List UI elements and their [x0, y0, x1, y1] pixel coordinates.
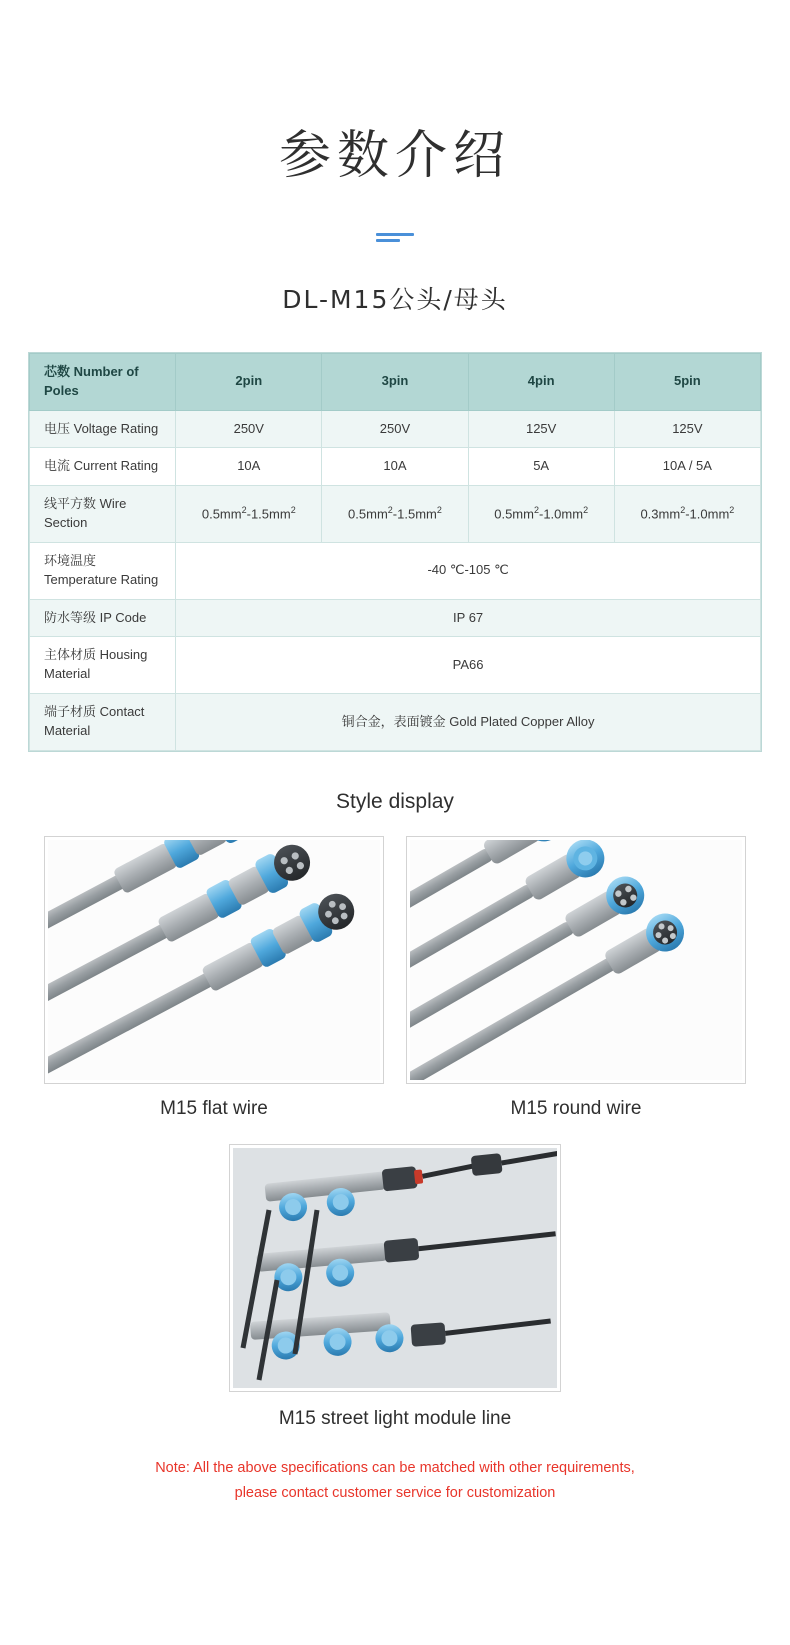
row-label-housing: 主体材质 Housing Material [30, 637, 176, 694]
photo-street-light-module-image [233, 1148, 557, 1388]
street-light-module-illustration [233, 1148, 557, 1388]
cell-current-4pin: 5A [468, 448, 614, 486]
cell-voltage-2pin: 250V [176, 410, 322, 448]
photo-street-light-module [229, 1144, 561, 1392]
photo-round-wire-image [410, 840, 742, 1080]
cell-voltage-5pin: 125V [614, 410, 760, 448]
cell-current-2pin: 10A [176, 448, 322, 486]
cell-ip-code-all: IP 67 [176, 599, 761, 637]
customization-note [0, 1456, 790, 1541]
table-header-row [30, 353, 761, 410]
spec-table [29, 353, 761, 751]
table-row [30, 542, 761, 599]
gallery-row-top [0, 836, 790, 1084]
flat-wire-connectors-illustration [48, 840, 380, 1080]
page-subtitle: DL-M15公头/母头 [282, 284, 508, 314]
cell-current-3pin: 10A [322, 448, 468, 486]
row-label-current: 电流 Current Rating [30, 448, 176, 486]
spec-table-head [30, 353, 761, 410]
round-wire-connectors-illustration [410, 840, 742, 1080]
row-label-voltage: 电压 Voltage Rating [30, 410, 176, 448]
column-header-poles: 芯数 Number of Poles [30, 353, 176, 410]
cell-current-5pin: 10A / 5A [614, 448, 760, 486]
cell-voltage-4pin: 125V [468, 410, 614, 448]
gallery-captions-top [0, 1098, 790, 1120]
cell-temperature-all: -40 ℃-105 ℃ [176, 542, 761, 599]
divider-line-bottom [376, 239, 400, 242]
column-header-3pin: 3pin [322, 353, 468, 410]
caption-flat-wire: M15 flat wire [160, 1097, 268, 1119]
divider-lines [376, 230, 414, 246]
cell-wire-4pin: $0.5mm^2-1.0mm^2$ [468, 486, 614, 543]
caption-street-light-module: M15 street light module line [278, 1407, 512, 1429]
column-header-2pin: 2pin [176, 353, 322, 410]
spec-table-wrapper [28, 352, 762, 752]
column-header-5pin: 5pin [614, 353, 760, 410]
table-row [30, 599, 761, 637]
row-label-ip-code: 防水等级 IP Code [30, 599, 176, 637]
caption-round-wire: M15 round wire [510, 1097, 642, 1119]
cell-contact-all: 铜合金，表面镀金 Gold Plated Copper Alloy [176, 694, 761, 751]
row-label-contact: 端子材质 Contact Material [30, 694, 176, 751]
title-divider [0, 230, 790, 254]
spec-table-body [30, 410, 761, 750]
photo-flat-wire [44, 836, 384, 1084]
table-row [30, 637, 761, 694]
divider-line-top [376, 233, 414, 236]
note-line-2: please contact customer service for customization [234, 1485, 556, 1502]
row-label-temperature: 环境温度 Temperature Rating [30, 542, 176, 599]
photo-flat-wire-image [48, 840, 380, 1080]
cell-wire-3pin: $0.5mm^2-1.5mm^2$ [322, 486, 468, 543]
column-header-4pin: 4pin [468, 353, 614, 410]
note-line-1: Note: All the above specifications can be matched with other requirements, [155, 1459, 635, 1476]
cell-wire-5pin: $0.3mm^2-1.0mm^2$ [614, 486, 760, 543]
row-label-wire-section: 线平方数 Wire Section [30, 486, 176, 543]
cell-housing-all: PA66 [176, 637, 761, 694]
table-row [30, 410, 761, 448]
table-row [30, 694, 761, 751]
gallery-row-bottom [0, 1144, 790, 1392]
gallery-heading: Style display [336, 789, 454, 813]
cell-voltage-3pin: 250V [322, 410, 468, 448]
table-row [30, 486, 761, 543]
cell-wire-2pin: $0.5mm^2-1.5mm^2$ [176, 486, 322, 543]
table-row [30, 448, 761, 486]
page-title: 参数介绍 [278, 125, 511, 186]
photo-round-wire [406, 836, 746, 1084]
